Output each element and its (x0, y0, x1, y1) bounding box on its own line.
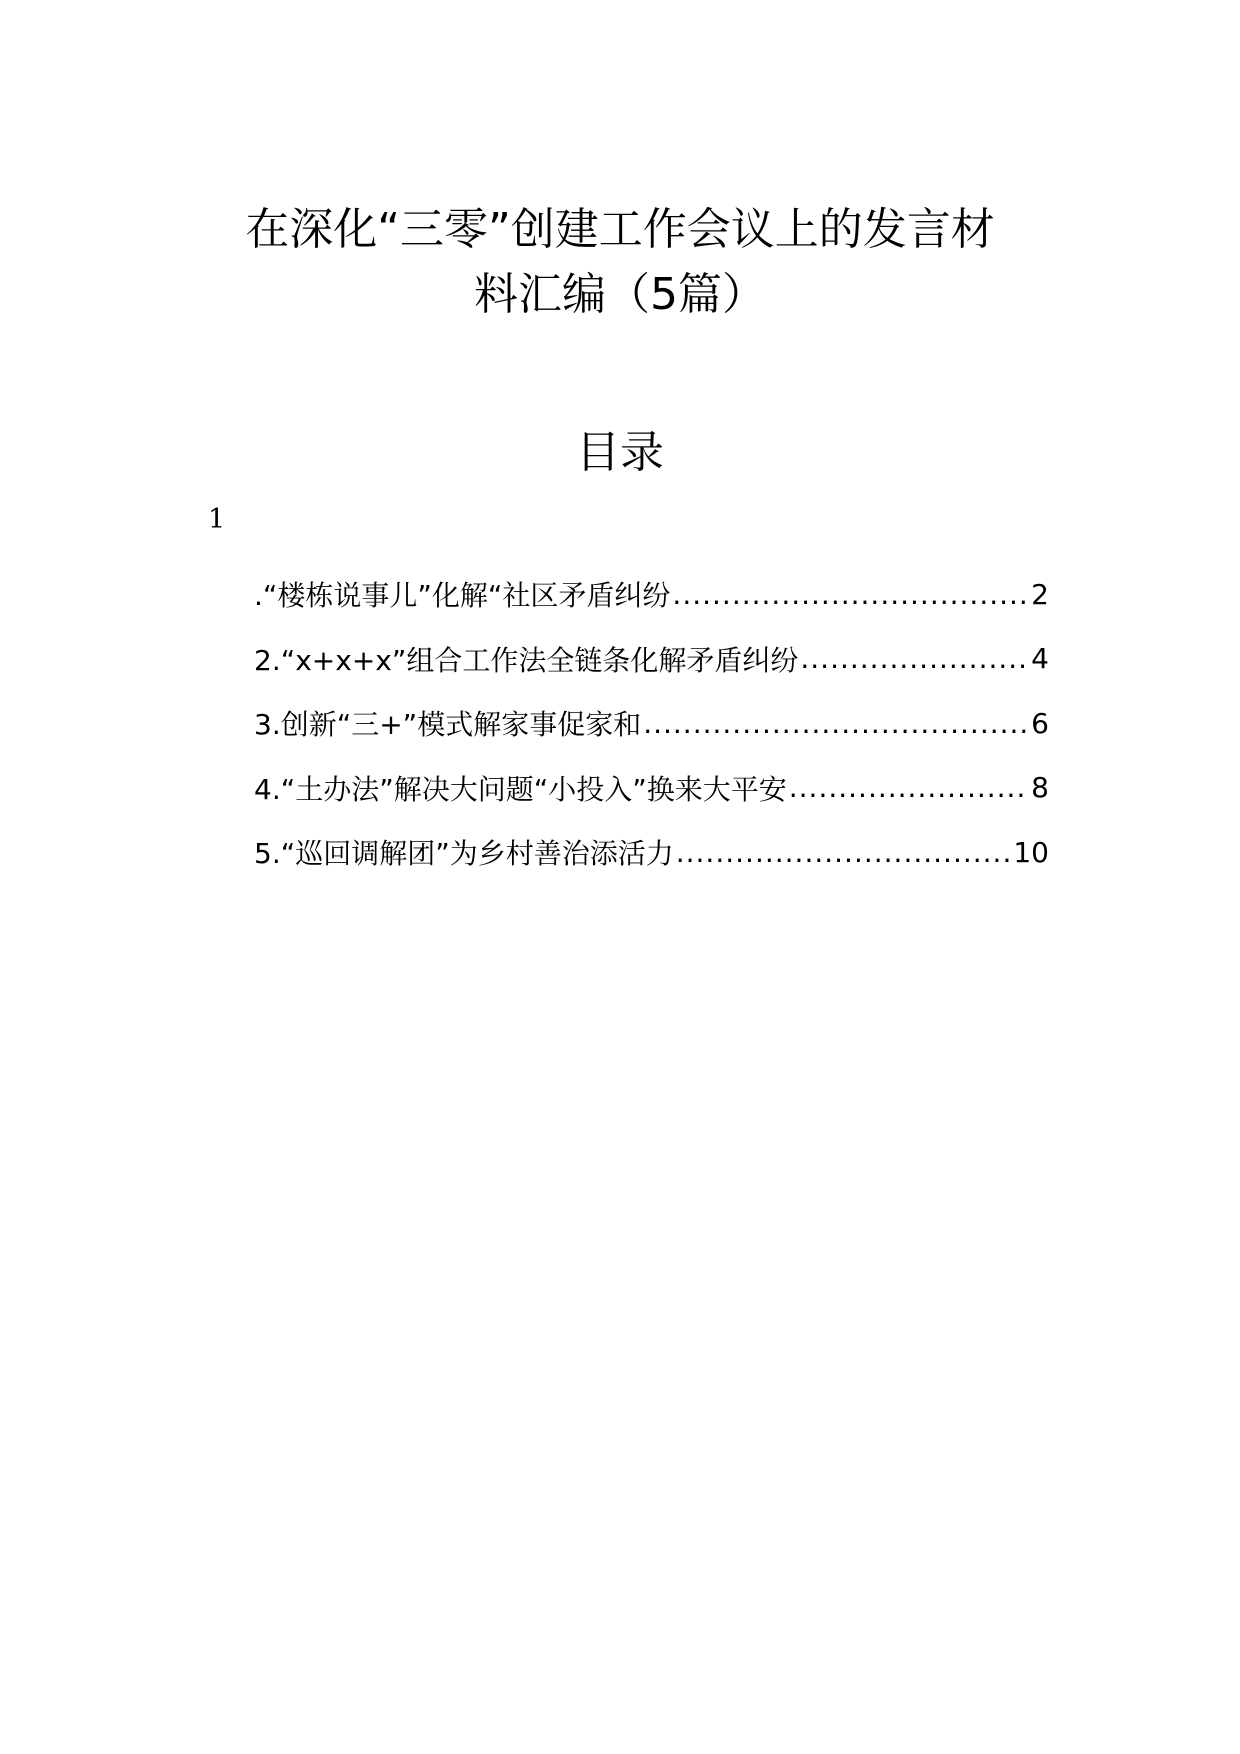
toc-page-number: 8 (1031, 771, 1049, 805)
toc-dot-leader (800, 642, 1029, 675)
toc-page-number: 4 (1031, 642, 1049, 676)
toc-page-number: 6 (1031, 706, 1049, 740)
toc-page-number: 2 (1031, 577, 1049, 611)
toc-entry-label: 5.“巡回调解团”为乡村善治添活力 (254, 837, 674, 871)
toc-dot-leader (789, 771, 1029, 804)
toc-dot-leader (672, 578, 1029, 611)
toc-entry-label: 2.“x+x+x”组合工作法全链条化解矛盾纠纷 (254, 643, 799, 677)
toc-heading: 目录 (576, 427, 664, 478)
toc-dot-leader (643, 707, 1029, 740)
toc-entry-3[interactable] (254, 691, 1049, 756)
toc-entry-2[interactable] (254, 627, 1049, 692)
toc-entry-1[interactable] (254, 562, 1049, 627)
toc-entry-4[interactable] (254, 756, 1049, 821)
table-of-contents (254, 562, 1049, 885)
toc-entry-label: 4.“土办法”解决大问题“小投入”换来大平安 (254, 772, 787, 806)
toc-dot-leader (676, 836, 1012, 869)
document-title-line-1: 在深化“三零”创建工作会议上的发言材 (245, 204, 995, 255)
document-title-line-2: 料汇编（5篇） (474, 269, 766, 320)
toc-page-number: 10 (1013, 835, 1049, 869)
toc-entry-label: 3.创新“三+”模式解家事促家和 (254, 708, 642, 742)
stray-number: 1 (208, 504, 226, 535)
toc-entry-5[interactable] (254, 820, 1049, 885)
toc-entry-label: .“楼栋说事儿”化解“社区矛盾纠纷 (254, 579, 671, 613)
